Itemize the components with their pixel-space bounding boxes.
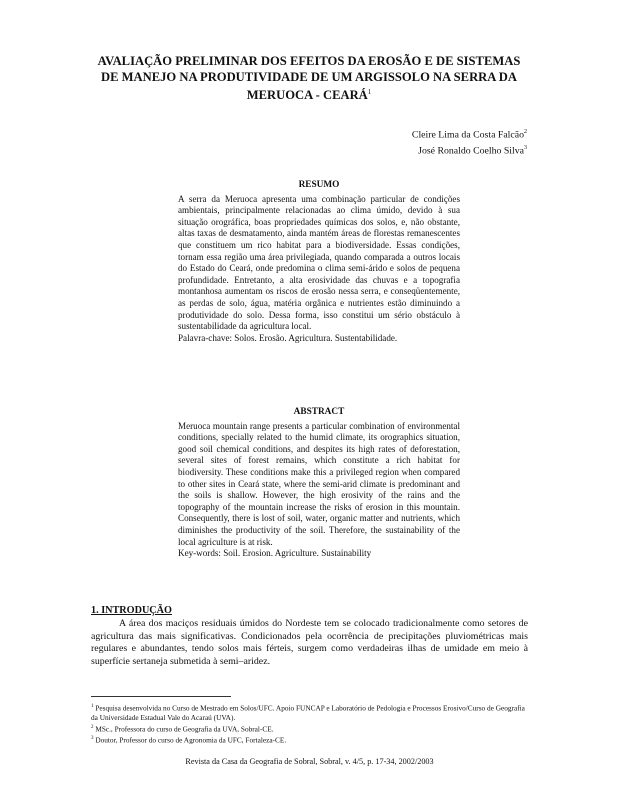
- footnotes: [91, 702, 528, 745]
- abstract-keywords: Key-words: Soil. Erosion. Agriculture. Sustainability: [178, 548, 372, 559]
- resumo-keywords: Palavra-chave: Solos. Erosão. Agricultura. Sustentabilidade.: [178, 332, 398, 343]
- footnote-text: MSc., Professora do curso de Geografia da UVA, Sobral-CE.: [95, 724, 274, 734]
- resumo-heading: RESUMO: [298, 180, 340, 190]
- abstract-body: Meruoca mountain range presents a particular combination of environmental conditions, specially related to the humid climate, its orographics situation, good soil chemical conditions, and despites its high rates of deforestation, several sites of forest remains, which constitute a rich habitat for biodiversity. These conditions make this a privileged region when compared to other sites in Ceará state, where the semi-arid climate is predominant and the soils is shallow. However, the high erosivity of the rains and the topography of the mountain increase the risks of erosion in this mountain. Consequently, there is lost of soil, water, organic matter and nutrients, which diminishes the productivity of the soil. Therefore, the sustainability of the local agriculture is at risk.: [178, 420, 460, 547]
- abstract-heading: ABSTRACT: [293, 407, 345, 417]
- footnote: [91, 734, 528, 745]
- footnote-divider: [91, 696, 231, 697]
- author: [412, 142, 527, 158]
- journal-footer: Revista da Casa da Geografia de Sobral, Sobral, v. 4/5, p. 17-34, 2002/2003: [185, 757, 434, 766]
- paper-title: [90, 54, 528, 104]
- paper-title-text: AVALIAÇÃO PRELIMINAR DOS EFEITOS DA EROSÃO E DE SISTEMAS DE MANEJO NA PRODUTIVIDADE DE UM ARGISSOLO NA SERRA DA MERUOCA - CEARÁ: [97, 54, 521, 103]
- resumo-body: A serra da Meruoca apresenta uma combinação particular de condições ambientais, principalmente relacionadas ao clima úmido, devido à sua situação orográfica, boas propriedades químicas dos solos, e, não obstante, altas taxas de desmatamento, ainda mantém áreas de florestas remanescentes que constituem um rico habitat para a biodiversidade. Essas condições, tornam essa região uma área privilegiada, quando comparada a outros locais do Estado do Ceará, onde predomina o clima semi-árido e solos de pequena profundidade. Entretanto, a alta erosividade das chuvas e a topografia montanhosa aumentam os riscos de erosão nessa serra, e conseqüentemente, as perdas de solo, água, matéria orgânica e nutrientes estão diminuindo a produtividade do solo. Dessa forma, isso constitui um sério obstáculo à sustentabilidade da agricultura local.: [178, 193, 460, 332]
- author-footnote-mark: 2: [524, 129, 527, 135]
- section-heading-introduction: 1. INTRODUÇÃO: [91, 605, 172, 616]
- footnote: [91, 723, 528, 734]
- abstract-section: [178, 407, 460, 560]
- footnote-text: Doutor, Professor do curso de Agronomia da UFC, Fortaleza-CE.: [95, 735, 287, 745]
- footnote-text: Pesquisa desenvolvida no Curso de Mestrado em Solos/UFC. Apoio FUNCAP e Laboratório de Pedologia e Processos Erosivo/Curso de Geografia da Universidade Estadual Vale do Acaraú (UVA).: [91, 703, 525, 723]
- title-footnote-mark: 1: [367, 88, 372, 96]
- author-name: Cleire Lima da Costa Falcão: [411, 129, 524, 141]
- author: [412, 126, 527, 142]
- footnote-mark: 2: [91, 724, 94, 730]
- author-name: José Ronaldo Coelho Silva: [418, 145, 524, 157]
- resumo-section: [178, 180, 460, 344]
- author-list: [412, 126, 527, 158]
- footnote: [91, 702, 528, 723]
- footnote-mark: 3: [91, 735, 94, 741]
- footnote-mark: 1: [91, 704, 94, 709]
- author-footnote-mark: 3: [524, 144, 527, 151]
- introduction-paragraph: A área dos maciços residuais úmidos do Nordeste tem se colocado tradicionalmente como setores de agricultura das mais significativas. Condicionados pela ocorrência de precipitações pluviométricas mais regulares e abundantes, tendo solos mais férteis, surgem como verdadeiras ilhas de umidade em meio à superfície sertaneja submetida à semi–aridez.: [91, 618, 528, 667]
